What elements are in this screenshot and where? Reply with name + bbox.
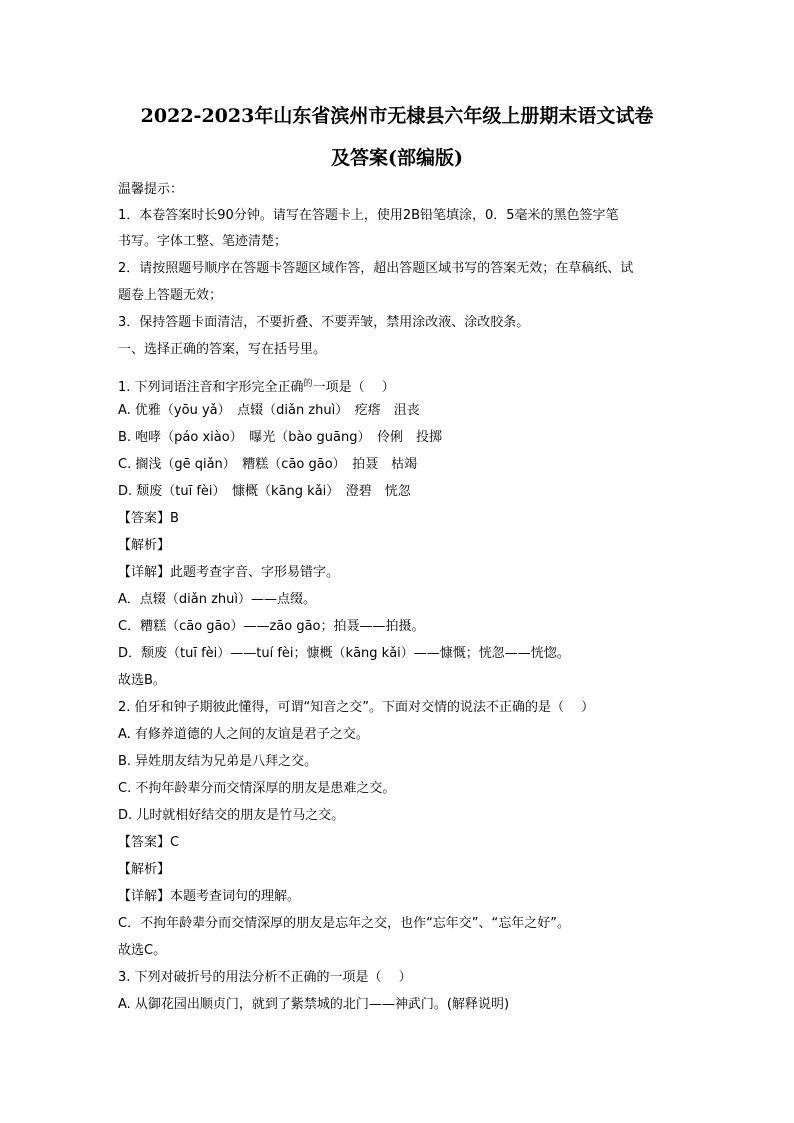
tip-1-cont: 书写。字体工整、笔迹清楚； [118, 234, 288, 249]
tip-1: 1．本卷答案时长90分钟。请写在答题卡上，使用2B铅笔填涂，0．5毫米的黑色签字笔 [118, 208, 619, 223]
q1-conclusion: 故选B。 [118, 673, 166, 688]
q2-answer: 【答案】C [118, 835, 180, 850]
q1-option-d: D. 颓废（tuī fèi） 慷概（kāng kǎi） 澄碧 恍忽 [118, 484, 411, 499]
q2-analysis-label: 【解析】 [118, 862, 171, 877]
tip-2: 2．请按照题号顺序在答题卡答题区域作答，超出答题区域书写的答案无效；在草稿纸、试 [118, 261, 634, 276]
question-2: 2. 伯牙和钟子期彼此懂得，可谓“知音之交”。下面对交情的说法不正确的是（ ） [118, 700, 595, 715]
q1-option-a: A. 优雅（yōu yǎ） 点辍（diǎn zhuì） 疙瘩 沮丧 [118, 403, 420, 418]
q2-detail: 【详解】本题考查词句的理解。 [118, 889, 301, 904]
q2-option-c: C. 不拘年龄辈分而交情深厚的朋友是患难之交。 [118, 781, 396, 796]
q2-conclusion: 故选C。 [118, 943, 167, 958]
q2-option-b: B. 异姓朋友结为兄弟是八拜之交。 [118, 754, 318, 769]
q1-analysis-label: 【解析】 [118, 538, 171, 553]
q1-option-c: C. 搁浅（gē qiǎn） 糟糕（cāo gāo） 拍聂 枯竭 [118, 457, 418, 472]
document-title-line2: 及答案(部编版) [331, 147, 463, 169]
document-title-line1: 2022-2023年山东省滨州市无棣县六年级上册期末语文试卷 [140, 105, 654, 127]
q1-option-b: B. 咆哮（páo xiào） 曝光（bào guāng） 伶俐 投掷 [118, 430, 442, 445]
q1-detail: 【详解】此题考查字音、字形易错字。 [118, 565, 340, 580]
q1-answer: 【答案】B [118, 511, 179, 526]
tip-2-cont: 题卷上答题无效； [118, 288, 223, 303]
section-heading: 一、选择正确的答案，写在括号里。 [118, 342, 327, 357]
question-1-superscript: 的 [303, 379, 313, 389]
q3-option-a: A. 从御花园出顺贞门，就到了紫禁城的北门——神武门。(解释说明) [118, 997, 510, 1012]
question-1 [118, 375, 395, 397]
tips-heading: 温馨提示： [118, 182, 184, 197]
question-1-text-b: 一项是（ ） [312, 380, 395, 395]
q2-option-a: A. 有修养道德的人之间的友谊是君子之交。 [118, 727, 369, 742]
q1-detail-a: A．点辍（diǎn zhuì）——点缀。 [118, 592, 317, 607]
q1-detail-c: C．糟糕（cāo gāo）——zāo gāo；拍聂——拍摄。 [118, 619, 425, 634]
question-3: 3. 下列对破折号的用法分析不正确的一项是（ ） [118, 970, 412, 985]
q2-option-d: D. 儿时就相好结交的朋友是竹马之交。 [118, 808, 345, 823]
q1-detail-d: D．颓废（tuī fèi）——tuí fèi；慷概（kāng kǎi）——慷慨；恍忽——恍惚。 [118, 646, 570, 661]
q2-detail-c: C．不拘年龄辈分而交情深厚的朋友是忘年之交，也作“忘年交”、“忘年之好”。 [118, 916, 571, 931]
tip-3: 3．保持答题卡面清洁，不要折叠、不要弄皱，禁用涂改液、涂改胶条。 [118, 315, 530, 330]
question-1-text-a: 1. 下列词语注音和字形完全正确 [118, 380, 304, 395]
